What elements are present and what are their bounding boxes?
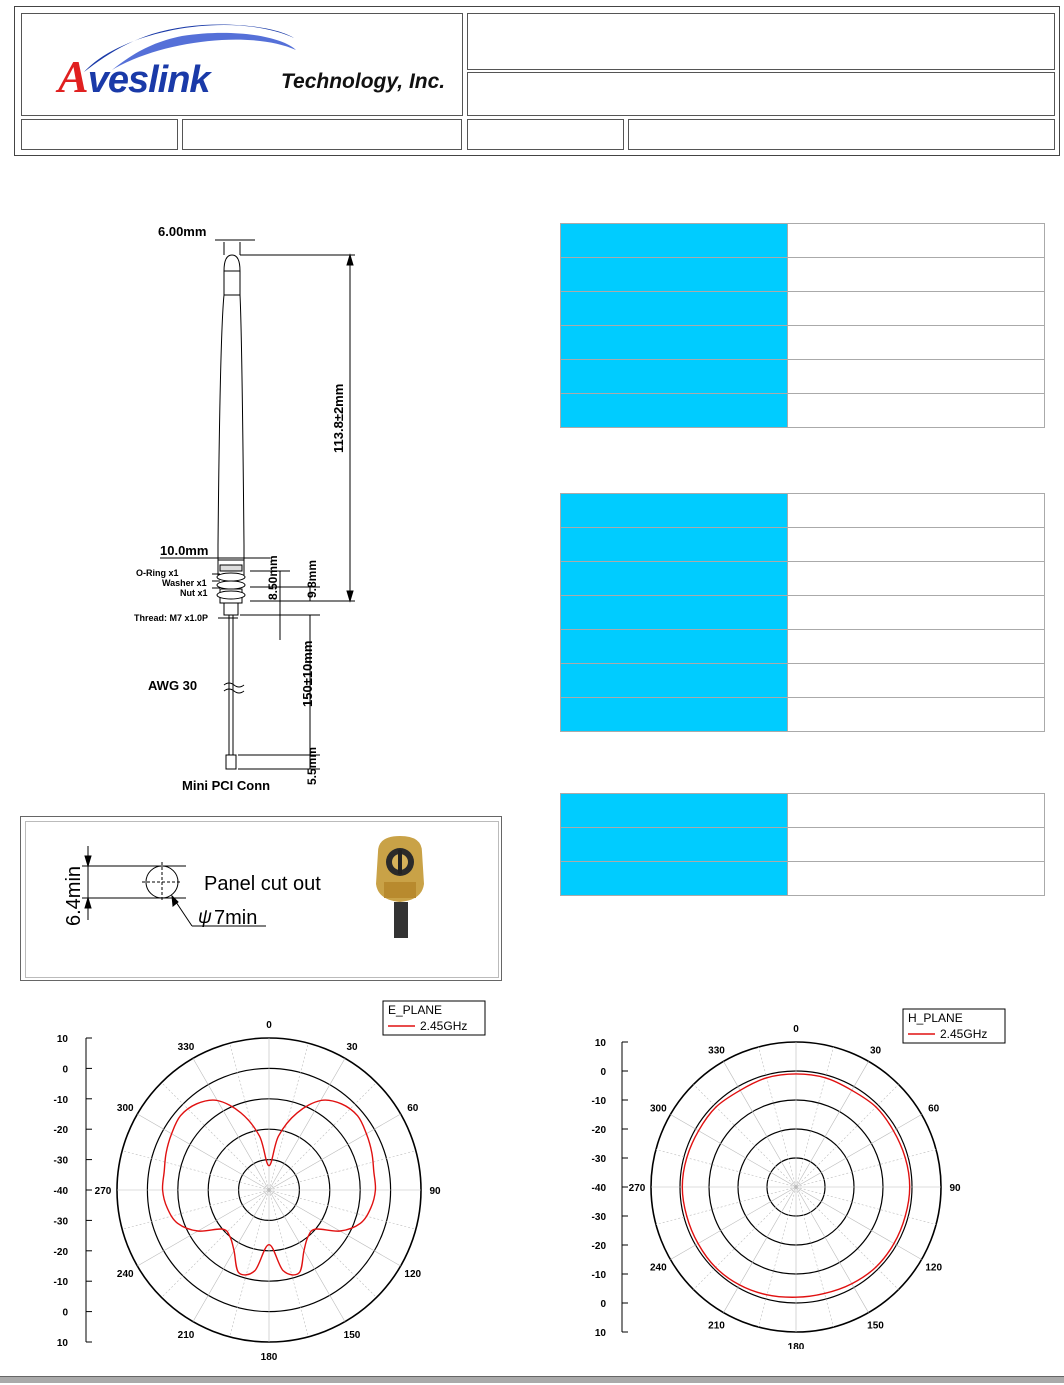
grid-spoke — [269, 1190, 345, 1322]
radial-tick-label: 0 — [600, 1067, 606, 1078]
e-plane-polar-chart — [40, 996, 500, 1371]
table-row — [561, 360, 1044, 394]
angle-tick-label: 120 — [925, 1262, 943, 1274]
brand-name: Aveslink — [58, 51, 210, 102]
chart-legend — [903, 1009, 1005, 1043]
table-key-cell — [561, 630, 788, 663]
table-row — [561, 528, 1044, 562]
dim-width-top: 6.00mm — [158, 224, 207, 239]
grid-spoke — [269, 1083, 376, 1190]
table-row — [561, 326, 1044, 360]
angle-tick-label: 90 — [949, 1183, 961, 1194]
table-value-cell — [788, 258, 1044, 291]
angle-tick-label: 30 — [346, 1042, 358, 1054]
radial-tick-label: -40 — [53, 1186, 68, 1197]
dim-width-base: 10.0mm — [160, 543, 209, 558]
table-value-cell — [788, 862, 1044, 895]
table-row — [561, 596, 1044, 630]
grid-spoke — [656, 1149, 796, 1187]
table-row — [561, 664, 1044, 698]
footer-divider — [0, 1376, 1064, 1383]
angle-tick-label: 30 — [869, 1045, 882, 1057]
table-value-cell — [788, 292, 1044, 325]
radial-tick-label: -10 — [591, 1270, 606, 1281]
angle-tick-label: 300 — [116, 1103, 134, 1114]
table-key-cell — [561, 224, 788, 257]
table-row — [561, 698, 1044, 731]
grid-spoke — [758, 1187, 796, 1327]
radial-tick-label: -30 — [591, 1212, 606, 1223]
angle-tick-label: 330 — [177, 1042, 195, 1054]
grid-spoke — [796, 1187, 834, 1327]
table-key-cell — [561, 664, 788, 697]
chart-legend — [383, 1001, 485, 1035]
radial-tick-label: 10 — [56, 1338, 68, 1349]
dim-8-50: 8.50mm — [266, 555, 280, 600]
angle-tick-label: 300 — [649, 1103, 667, 1115]
angle-tick-label: 240 — [116, 1269, 134, 1280]
grid-spoke — [796, 1187, 869, 1313]
radial-tick-label: -10 — [53, 1277, 68, 1289]
radial-tick-label: -20 — [591, 1241, 606, 1252]
grid-spoke — [162, 1083, 269, 1190]
table-key-cell — [561, 698, 788, 731]
table-value-cell — [788, 698, 1044, 731]
grid-spoke — [193, 1190, 269, 1322]
label-awg: AWG 30 — [148, 678, 198, 693]
grid-spoke — [796, 1149, 936, 1187]
h-plane-polar-chart — [570, 1004, 1010, 1349]
grid-spoke — [269, 1190, 401, 1266]
angle-tick-label: 60 — [928, 1103, 940, 1115]
radial-tick-label: -30 — [53, 1216, 68, 1228]
angle-tick-label: 330 — [708, 1045, 725, 1057]
title-block — [14, 6, 1060, 156]
table-value-cell — [788, 224, 1044, 257]
angle-tick-label: 90 — [429, 1186, 441, 1197]
table-key-cell — [561, 394, 788, 427]
grid-spoke — [193, 1058, 269, 1190]
table-key-cell — [561, 360, 788, 393]
company-logo — [21, 13, 463, 116]
angle-tick-label: 270 — [94, 1186, 112, 1197]
angle-tick-label: 270 — [628, 1183, 646, 1194]
grid-spoke — [269, 1114, 401, 1190]
panel-cutout-drawing — [26, 822, 498, 977]
radial-tick-label: -40 — [591, 1183, 606, 1194]
radial-tick-label: 0 — [600, 1299, 606, 1310]
angle-tick-label: 0 — [793, 1024, 799, 1035]
dim-9-8: 9.8mm — [305, 559, 319, 598]
title-cell — [467, 13, 1055, 70]
legend-series-label: 2.45GHz — [940, 1027, 988, 1041]
table-row — [561, 258, 1044, 292]
table-key-cell — [561, 794, 788, 827]
radial-tick-label: 10 — [56, 1034, 68, 1045]
radial-tick-label: -20 — [53, 1125, 68, 1137]
ipex-connector-image — [376, 836, 424, 938]
angle-tick-label: 60 — [407, 1103, 419, 1114]
radial-tick-label: -20 — [53, 1246, 68, 1258]
grid-spoke — [693, 1084, 796, 1187]
table-value-cell — [788, 394, 1044, 427]
table-row — [561, 630, 1044, 664]
radial-tick-label: -10 — [591, 1096, 606, 1107]
grid-spoke — [269, 1058, 345, 1190]
label-thread: Thread: M7 x1.0P — [134, 613, 209, 623]
radial-tick-label: 0 — [62, 1064, 68, 1076]
environmental-spec-table — [560, 793, 1045, 896]
angle-tick-label: 150 — [343, 1329, 361, 1341]
electrical-spec-table — [560, 223, 1045, 428]
angle-tick-label: 150 — [867, 1320, 884, 1332]
radial-tick-label: 10 — [594, 1038, 606, 1049]
grid-spoke — [269, 1190, 376, 1297]
table-value-cell — [788, 630, 1044, 663]
table-key-cell — [561, 562, 788, 595]
grid-spoke — [796, 1047, 834, 1187]
legend-title: H_PLANE — [908, 1011, 963, 1025]
table-value-cell — [788, 828, 1044, 861]
grid-spoke — [796, 1187, 899, 1290]
grid-spoke — [269, 1043, 308, 1190]
legend-series-label: 2.45GHz — [420, 1019, 468, 1033]
grid-spoke — [230, 1043, 269, 1190]
table-key-cell — [561, 292, 788, 325]
table-row — [561, 794, 1044, 828]
subtitle-cell — [467, 72, 1055, 116]
table-row — [561, 224, 1044, 258]
grid-spoke — [269, 1151, 416, 1190]
info-cell — [467, 119, 624, 150]
table-value-cell — [788, 360, 1044, 393]
info-cell — [628, 119, 1055, 150]
panel-cutout-inner — [25, 821, 499, 978]
table-value-cell — [788, 326, 1044, 359]
brand-suffix: Technology, Inc. — [281, 70, 446, 93]
grid-spoke — [724, 1187, 797, 1313]
table-row — [561, 828, 1044, 862]
table-key-cell — [561, 494, 788, 527]
angle-tick-label: 180 — [260, 1352, 278, 1363]
table-value-cell — [788, 664, 1044, 697]
table-value-cell — [788, 494, 1044, 527]
grid-spoke — [137, 1190, 269, 1266]
grid-spoke — [758, 1047, 796, 1187]
grid-spoke — [693, 1187, 796, 1290]
info-cell — [182, 119, 462, 150]
table-row — [561, 862, 1044, 895]
table-key-cell — [561, 528, 788, 561]
radial-tick-label: -20 — [591, 1125, 606, 1136]
radial-tick-label: -30 — [591, 1154, 606, 1165]
label-nut: Nut x1 — [180, 588, 208, 598]
antenna-drawing — [120, 215, 370, 800]
table-key-cell — [561, 596, 788, 629]
info-cell — [21, 119, 178, 150]
grid-spoke — [162, 1190, 269, 1297]
label-oring: O-Ring x1 — [136, 568, 179, 578]
cutout-label: Panel cut out — [204, 873, 321, 895]
grid-spoke — [137, 1114, 269, 1190]
angle-tick-label: 240 — [649, 1262, 667, 1274]
grid-spoke — [656, 1187, 796, 1225]
table-value-cell — [788, 562, 1044, 595]
table-value-cell — [788, 794, 1044, 827]
angle-tick-label: 210 — [177, 1329, 195, 1341]
table-key-cell — [561, 828, 788, 861]
grid-spoke — [796, 1187, 936, 1225]
legend-title: E_PLANE — [388, 1003, 443, 1017]
angle-tick-label: 120 — [404, 1269, 422, 1280]
label-washer: Washer x1 — [162, 578, 207, 588]
panel-cutout-box — [20, 816, 502, 981]
table-value-cell — [788, 596, 1044, 629]
grid-spoke — [269, 1190, 416, 1229]
radial-tick-label: 0 — [62, 1307, 68, 1319]
table-key-cell — [561, 258, 788, 291]
phi-symbol: ψ — [198, 907, 212, 928]
dim-cable-length: 150±10mm — [300, 640, 315, 707]
angle-tick-label: 210 — [708, 1320, 725, 1332]
dim-length: 113.8±2mm — [331, 383, 346, 453]
radial-tick-label: -30 — [53, 1155, 68, 1167]
table-row — [561, 562, 1044, 596]
cutout-height: 6.4min — [63, 865, 85, 926]
angle-tick-label: 180 — [787, 1342, 805, 1349]
radial-tick-label: 10 — [594, 1328, 606, 1339]
table-key-cell — [561, 862, 788, 895]
table-row — [561, 292, 1044, 326]
angle-tick-label: 0 — [266, 1020, 272, 1031]
table-row — [561, 394, 1044, 427]
dim-5-5: 5.5mm — [305, 746, 319, 785]
radial-tick-label: -10 — [53, 1094, 68, 1106]
grid-spoke — [122, 1190, 269, 1229]
grid-spoke — [122, 1151, 269, 1190]
table-row — [561, 494, 1044, 528]
table-key-cell — [561, 326, 788, 359]
label-connector: Mini PCI Conn — [182, 778, 271, 793]
table-value-cell — [788, 528, 1044, 561]
mechanical-spec-table — [560, 493, 1045, 732]
cutout-diameter: 7min — [214, 907, 258, 929]
grid-spoke — [796, 1084, 899, 1187]
